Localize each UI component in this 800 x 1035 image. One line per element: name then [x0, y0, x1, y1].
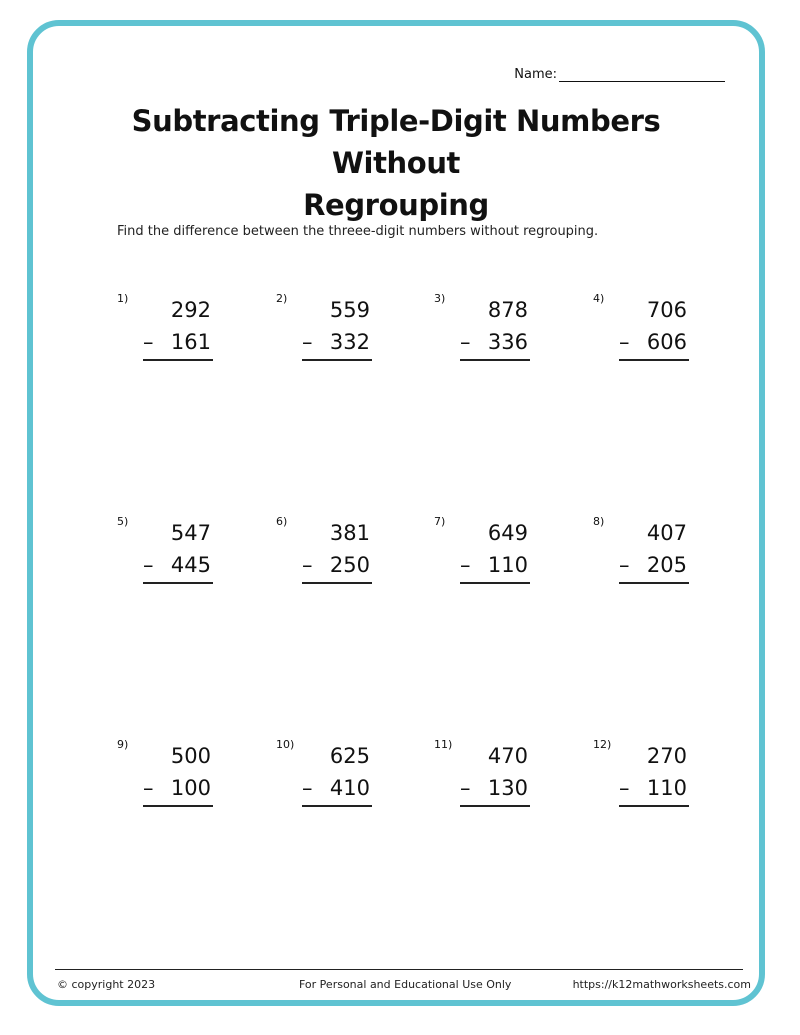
minus-sign: – — [460, 553, 471, 577]
problem-number: 6) — [276, 515, 288, 528]
name-blank-line — [559, 69, 725, 82]
minus-sign: – — [619, 776, 630, 800]
problem-number: 11) — [434, 738, 453, 751]
problem — [117, 738, 247, 818]
minuend: 878 — [487, 298, 528, 322]
minus-sign: – — [302, 553, 313, 577]
problem — [434, 292, 564, 372]
problem — [117, 292, 247, 372]
answer-line — [460, 805, 530, 807]
problem-number: 7) — [434, 515, 446, 528]
problem — [593, 292, 723, 372]
answer-line — [619, 805, 689, 807]
page-title — [73, 100, 719, 226]
problem — [434, 515, 564, 595]
subtrahend: 161 — [170, 330, 211, 354]
answer-line — [143, 582, 213, 584]
minus-sign: – — [143, 330, 154, 354]
subtrahend: 332 — [329, 330, 370, 354]
problem — [593, 738, 723, 818]
problem — [276, 738, 406, 818]
title-line-2: Regrouping — [303, 188, 489, 222]
minuend: 706 — [646, 298, 687, 322]
minuend: 649 — [487, 521, 528, 545]
subtrahend: 250 — [329, 553, 370, 577]
subtrahend: 100 — [170, 776, 211, 800]
minuend: 625 — [329, 744, 370, 768]
minuend: 292 — [170, 298, 211, 322]
minus-sign: – — [619, 330, 630, 354]
footer-copyright: © copyright 2023 — [57, 978, 156, 991]
problem-number: 9) — [117, 738, 129, 751]
subtrahend: 130 — [487, 776, 528, 800]
minus-sign: – — [619, 553, 630, 577]
subtrahend: 336 — [487, 330, 528, 354]
problem-number: 5) — [117, 515, 129, 528]
answer-line — [302, 582, 372, 584]
minus-sign: – — [143, 553, 154, 577]
footer-divider — [55, 969, 743, 970]
answer-line — [619, 582, 689, 584]
minus-sign: – — [302, 776, 313, 800]
answer-line — [302, 359, 372, 361]
problem — [434, 738, 564, 818]
problem-number: 12) — [593, 738, 612, 751]
minuend: 381 — [329, 521, 370, 545]
answer-line — [302, 805, 372, 807]
title-line-1: Subtracting Triple-Digit Numbers Without — [131, 104, 661, 180]
minuend: 559 — [329, 298, 370, 322]
minus-sign: – — [143, 776, 154, 800]
minus-sign: – — [302, 330, 313, 354]
subtrahend: 205 — [646, 553, 687, 577]
footer-url-link[interactable]: https://k12mathworksheets.com — [572, 978, 751, 991]
minuend: 547 — [170, 521, 211, 545]
problem-number: 2) — [276, 292, 288, 305]
answer-line — [460, 359, 530, 361]
minuend: 407 — [646, 521, 687, 545]
subtrahend: 410 — [329, 776, 370, 800]
problem-number: 3) — [434, 292, 446, 305]
problem — [276, 515, 406, 595]
answer-line — [619, 359, 689, 361]
problem — [276, 292, 406, 372]
answer-line — [143, 359, 213, 361]
subtrahend: 110 — [487, 553, 528, 577]
answer-line — [460, 582, 530, 584]
name-label: Name: — [514, 67, 557, 82]
problem — [117, 515, 247, 595]
problem-number: 1) — [117, 292, 129, 305]
problem-number: 8) — [593, 515, 605, 528]
instructions-text: Find the difference between the threee-digit numbers without regrouping. — [117, 224, 599, 239]
minus-sign: – — [460, 776, 471, 800]
subtrahend: 110 — [646, 776, 687, 800]
worksheet-page — [27, 20, 765, 1006]
minuend: 500 — [170, 744, 211, 768]
minuend: 270 — [646, 744, 687, 768]
subtrahend: 445 — [170, 553, 211, 577]
name-field — [514, 67, 725, 82]
minus-sign: – — [460, 330, 471, 354]
minuend: 470 — [487, 744, 528, 768]
answer-line — [143, 805, 213, 807]
problem — [593, 515, 723, 595]
problem-number: 10) — [276, 738, 295, 751]
subtrahend: 606 — [646, 330, 687, 354]
problem-number: 4) — [593, 292, 605, 305]
footer-usage-note: For Personal and Educational Use Only — [299, 978, 512, 991]
